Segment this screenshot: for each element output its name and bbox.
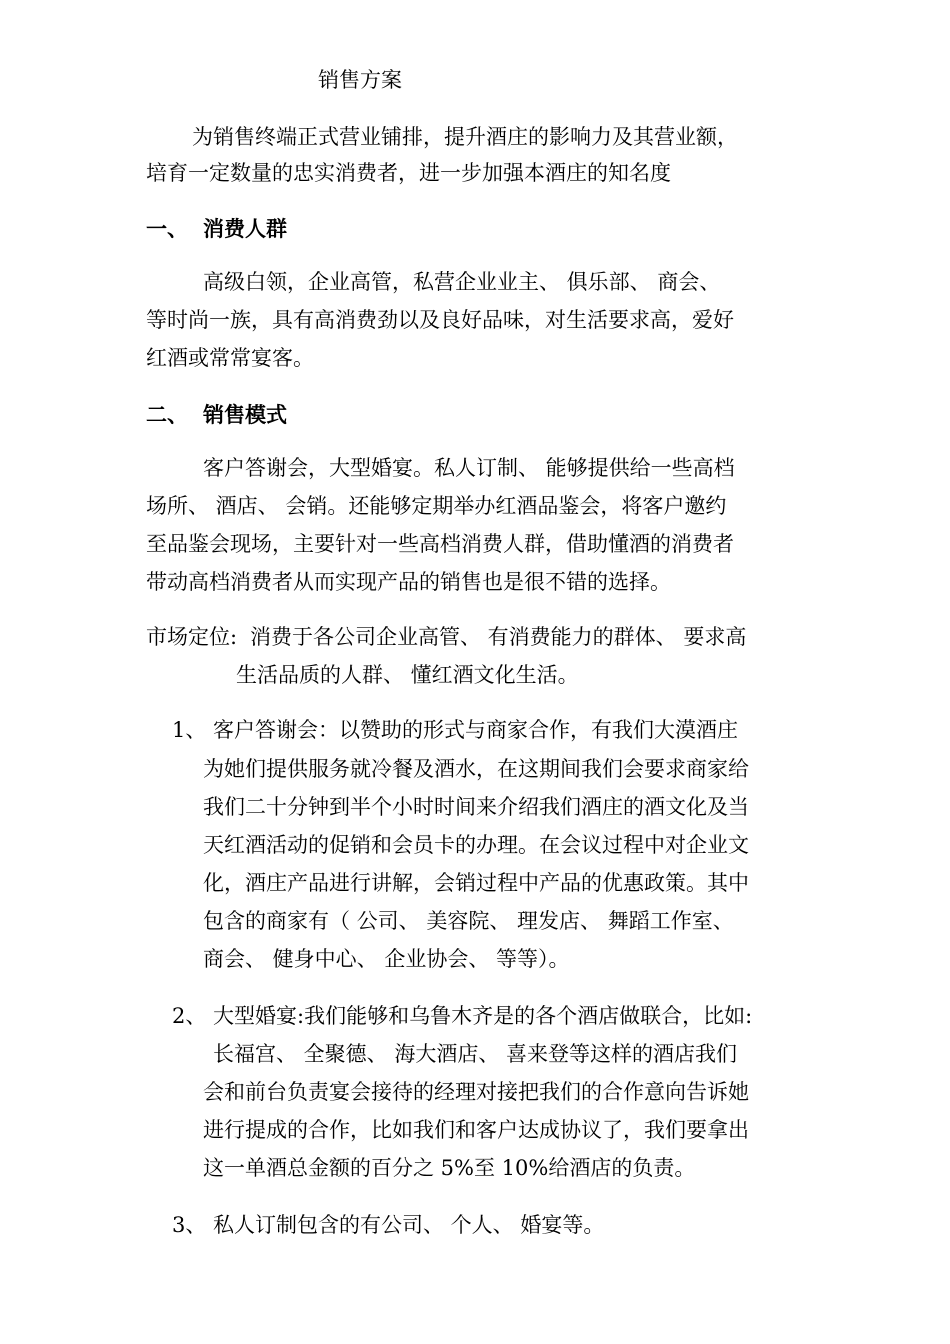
list-item-line: 长福宫、 全聚德、 海大酒店、 喜来登等这样的酒店我们: [213, 1042, 738, 1066]
list-item-line: 为她们提供服务就冷餐及酒水，在这期间我们会要求商家给: [203, 757, 749, 781]
document-title: 销售方案: [318, 68, 402, 92]
list-item-line: 商会、 健身中心、 企业协会、 等等）。: [203, 947, 570, 971]
list-item-line: 客户答谢会：以赞助的形式与商家合作，有我们大漠酒庄: [213, 718, 738, 742]
section-number: 一、: [146, 216, 188, 241]
list-item-line: 化，酒庄产品进行讲解，会销过程中产品的优惠政策。其中: [203, 871, 749, 895]
list-item-line: 会和前台负责宴会接待的经理对接把我们的合作意向告诉她: [203, 1080, 749, 1104]
intro-line: 培育一定数量的忠实消费者，进一步加强本酒庄的知名度: [146, 161, 671, 185]
section-number: 二、: [146, 402, 188, 427]
market-line: 消费于各公司企业高管、 有消费能力的群体、 要求高: [250, 625, 747, 649]
list-item-line: 这一单酒总金额的百分之 5%至 10%给酒店的负责。: [203, 1156, 696, 1180]
section-heading: 消费人群: [203, 216, 287, 241]
list-item-number: 2、: [172, 1004, 207, 1028]
intro-line: 为销售终端正式营业铺排，提升酒庄的影响力及其营业额，: [192, 125, 738, 149]
section-heading: 销售模式: [203, 402, 287, 427]
list-item-line: 天红酒活动的促销和会员卡的办理。在会议过程中对企业文: [203, 833, 749, 857]
list-item-line: 私人订制包含的有公司、 个人、 婚宴等。: [213, 1213, 605, 1237]
list-item-line: 包含的商家有（ 公司、 美容院、 理发店、 舞蹈工作室、: [203, 909, 734, 933]
list-item-line: 进行提成的合作，比如我们和客户达成协议了，我们要拿出: [203, 1118, 749, 1142]
market-label: 市场定位:: [146, 625, 238, 649]
section-line: 带动高档消费者从而实现产品的销售也是很不错的选择。: [146, 570, 671, 594]
list-item-number: 3、: [172, 1213, 207, 1237]
section-line: 场所、 酒店、 会销。还能够定期举办红酒品鉴会，将客户邀约: [146, 494, 727, 518]
list-item-line: 大型婚宴:我们能够和乌鲁木齐是的各个酒店做联合，比如:: [213, 1004, 753, 1028]
market-line: 生活品质的人群、 懂红酒文化生活。: [236, 663, 579, 687]
list-item-line: 我们二十分钟到半个小时时间来介绍我们酒庄的酒文化及当: [203, 795, 749, 819]
section-line: 高级白领，企业高管，私营企业业主、 俱乐部、 商会、: [203, 270, 721, 294]
section-line: 红酒或常常宴客。: [146, 346, 314, 370]
list-item-number: 1、: [172, 718, 207, 742]
section-line: 客户答谢会，大型婚宴。私人订制、 能够提供给一些高档: [203, 456, 735, 480]
section-line: 至品鉴会现场，主要针对一些高档消费人群，借助懂酒的消费者: [146, 532, 734, 556]
section-line: 等时尚一族，具有高消费劲以及良好品味，对生活要求高，爱好: [146, 308, 734, 332]
